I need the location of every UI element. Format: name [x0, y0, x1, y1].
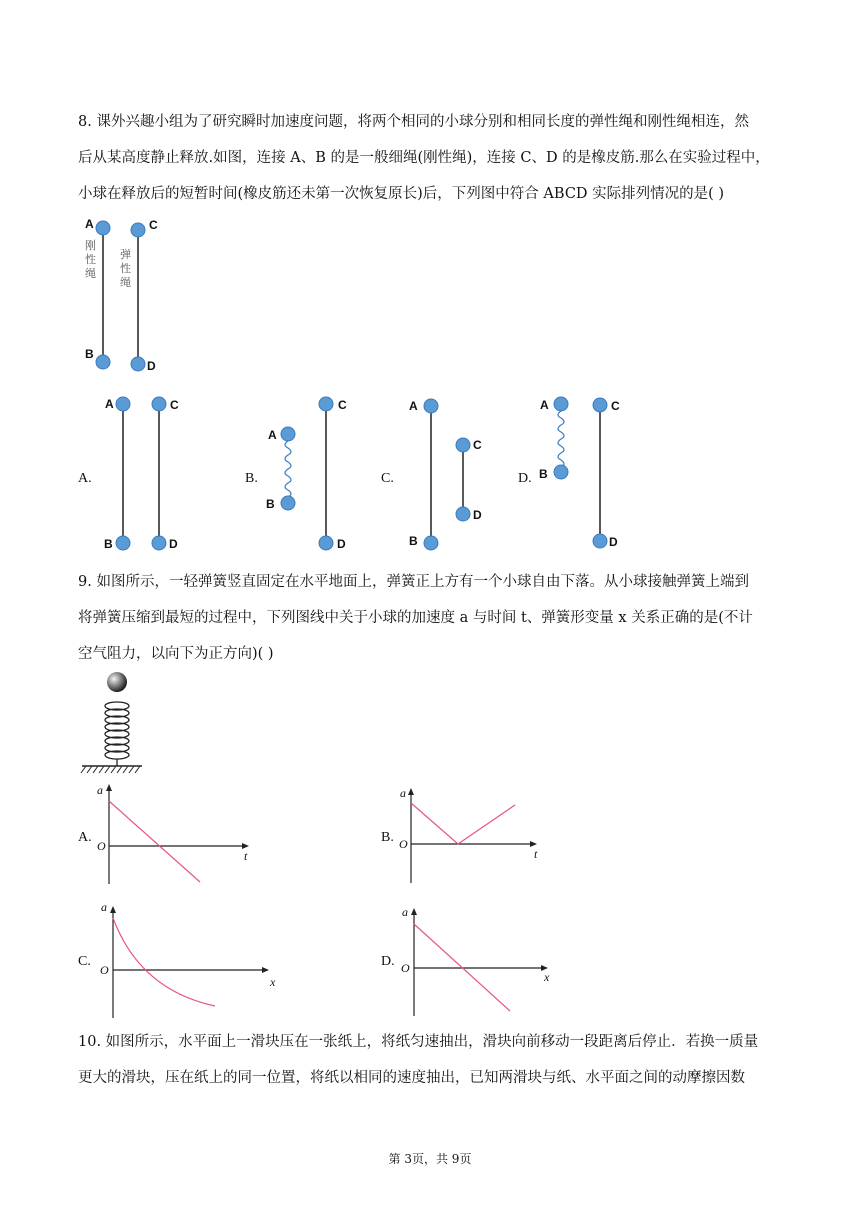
label-d: D [147, 359, 156, 373]
q9-option-b-label: B. [381, 830, 394, 845]
svg-text:B: B [104, 537, 113, 551]
svg-text:A: A [540, 398, 549, 412]
svg-text:C: C [338, 398, 347, 412]
elastic-rope-char-2: 性 [120, 262, 131, 275]
svg-text:B: B [266, 497, 275, 511]
rigid-rope-char-3: 绳 [85, 267, 96, 280]
q9-line-1: 9. 如图所示，一轻弹簧竖直固定在水平地面上，弹簧正上方有一个小球自由下落。从小球接触弹簧上端到 [78, 574, 749, 590]
falling-ball [107, 672, 127, 692]
q9-graph-a [78, 783, 249, 884]
page-footer: 第 3页，共 9页 [388, 1152, 472, 1166]
y-axis-label: a [97, 783, 103, 797]
svg-text:D: D [169, 537, 178, 551]
svg-text:C: C [473, 438, 482, 452]
svg-text:a: a [101, 900, 107, 914]
svg-text:C: C [170, 398, 179, 412]
svg-text:t: t [534, 847, 538, 861]
q10-line-1: 10. 如图所示，水平面上一滑块压在一张纸上，将纸匀速抽出，滑块向前移动一段距离后停止．若换一质量 [78, 1034, 759, 1050]
q8-option-b-label: B. [245, 471, 258, 486]
label-b: B [85, 347, 94, 361]
q9-line-2: 将弹簧压缩到最短的过程中，下列图线中关于小球的加速度 a 与时间 t、弹簧形变量 x 关系正确的是(不计 [78, 610, 753, 626]
svg-text:x: x [544, 970, 550, 984]
svg-text:a: a [402, 905, 408, 919]
q8-option-a [78, 397, 179, 551]
q8-option-d-label: D. [518, 471, 532, 486]
elastic-rope-char-3: 绳 [120, 276, 131, 289]
q8-option-b [245, 397, 347, 551]
q8-line-2: 后从某高度静止释放.如图，连接 A、B 的是一般细绳(刚性绳)，连接 C、D 的是橡皮筋.那么在实验过程中， [78, 150, 770, 166]
svg-text:O: O [399, 837, 408, 851]
svg-text:B: B [409, 534, 418, 548]
elastic-rope-char-1: 弹 [120, 248, 131, 261]
ball-d [131, 357, 145, 371]
svg-text:D: D [473, 508, 482, 522]
q10-line-2: 更大的滑块，压在纸上的同一位置，将纸以相同的速度抽出，已知两滑块与纸、水平面之间的动摩擦因数 [78, 1070, 745, 1086]
svg-text:A: A [105, 397, 114, 411]
q9-option-a-label: A. [78, 830, 92, 845]
q9-graph-c [78, 900, 276, 1018]
q9-option-c-label: C. [78, 954, 91, 969]
q8-option-c-label: C. [381, 471, 394, 486]
q8-main-figure [85, 217, 158, 373]
svg-text:D: D [337, 537, 346, 551]
rigid-rope-char-1: 刚 [85, 239, 96, 252]
svg-text:a: a [400, 786, 406, 800]
q9-spring-figure [81, 672, 142, 773]
label-c: C [149, 218, 158, 232]
svg-text:B: B [539, 467, 548, 481]
svg-text:x: x [270, 975, 276, 989]
ball-c [131, 223, 145, 237]
x-axis-label: t [244, 849, 248, 863]
svg-text:D: D [609, 535, 618, 549]
q9-graph-b [381, 786, 538, 883]
q8-option-c [381, 399, 482, 550]
spring [105, 702, 129, 766]
label-a: A [85, 217, 94, 231]
origin-label: O [97, 839, 106, 853]
svg-text:O: O [100, 963, 109, 977]
svg-text:A: A [409, 399, 418, 413]
q9-line-3: 空气阻力，以向下为正方向)( ) [78, 646, 274, 662]
q9-graph-d [381, 905, 550, 1016]
q9-option-d-label: D. [381, 954, 395, 969]
ball-b [96, 355, 110, 369]
svg-text:C: C [611, 399, 620, 413]
ball-a [96, 221, 110, 235]
svg-text:A: A [268, 428, 277, 442]
svg-text:O: O [401, 961, 410, 975]
q8-line-3: 小球在释放后的短暂时间(橡皮筋还未第一次恢复原长)后，下列图中符合 ABCD 实际排列情况的是( ) [78, 186, 725, 202]
q8-option-d [518, 397, 620, 549]
rigid-rope-char-2: 性 [85, 253, 96, 266]
q8-line-1: 8. 课外兴趣小组为了研究瞬时加速度问题，将两个相同的小球分别和相同长度的弹性绳和刚性绳相连，然 [78, 114, 749, 130]
q8-option-a-label: A. [78, 471, 92, 486]
